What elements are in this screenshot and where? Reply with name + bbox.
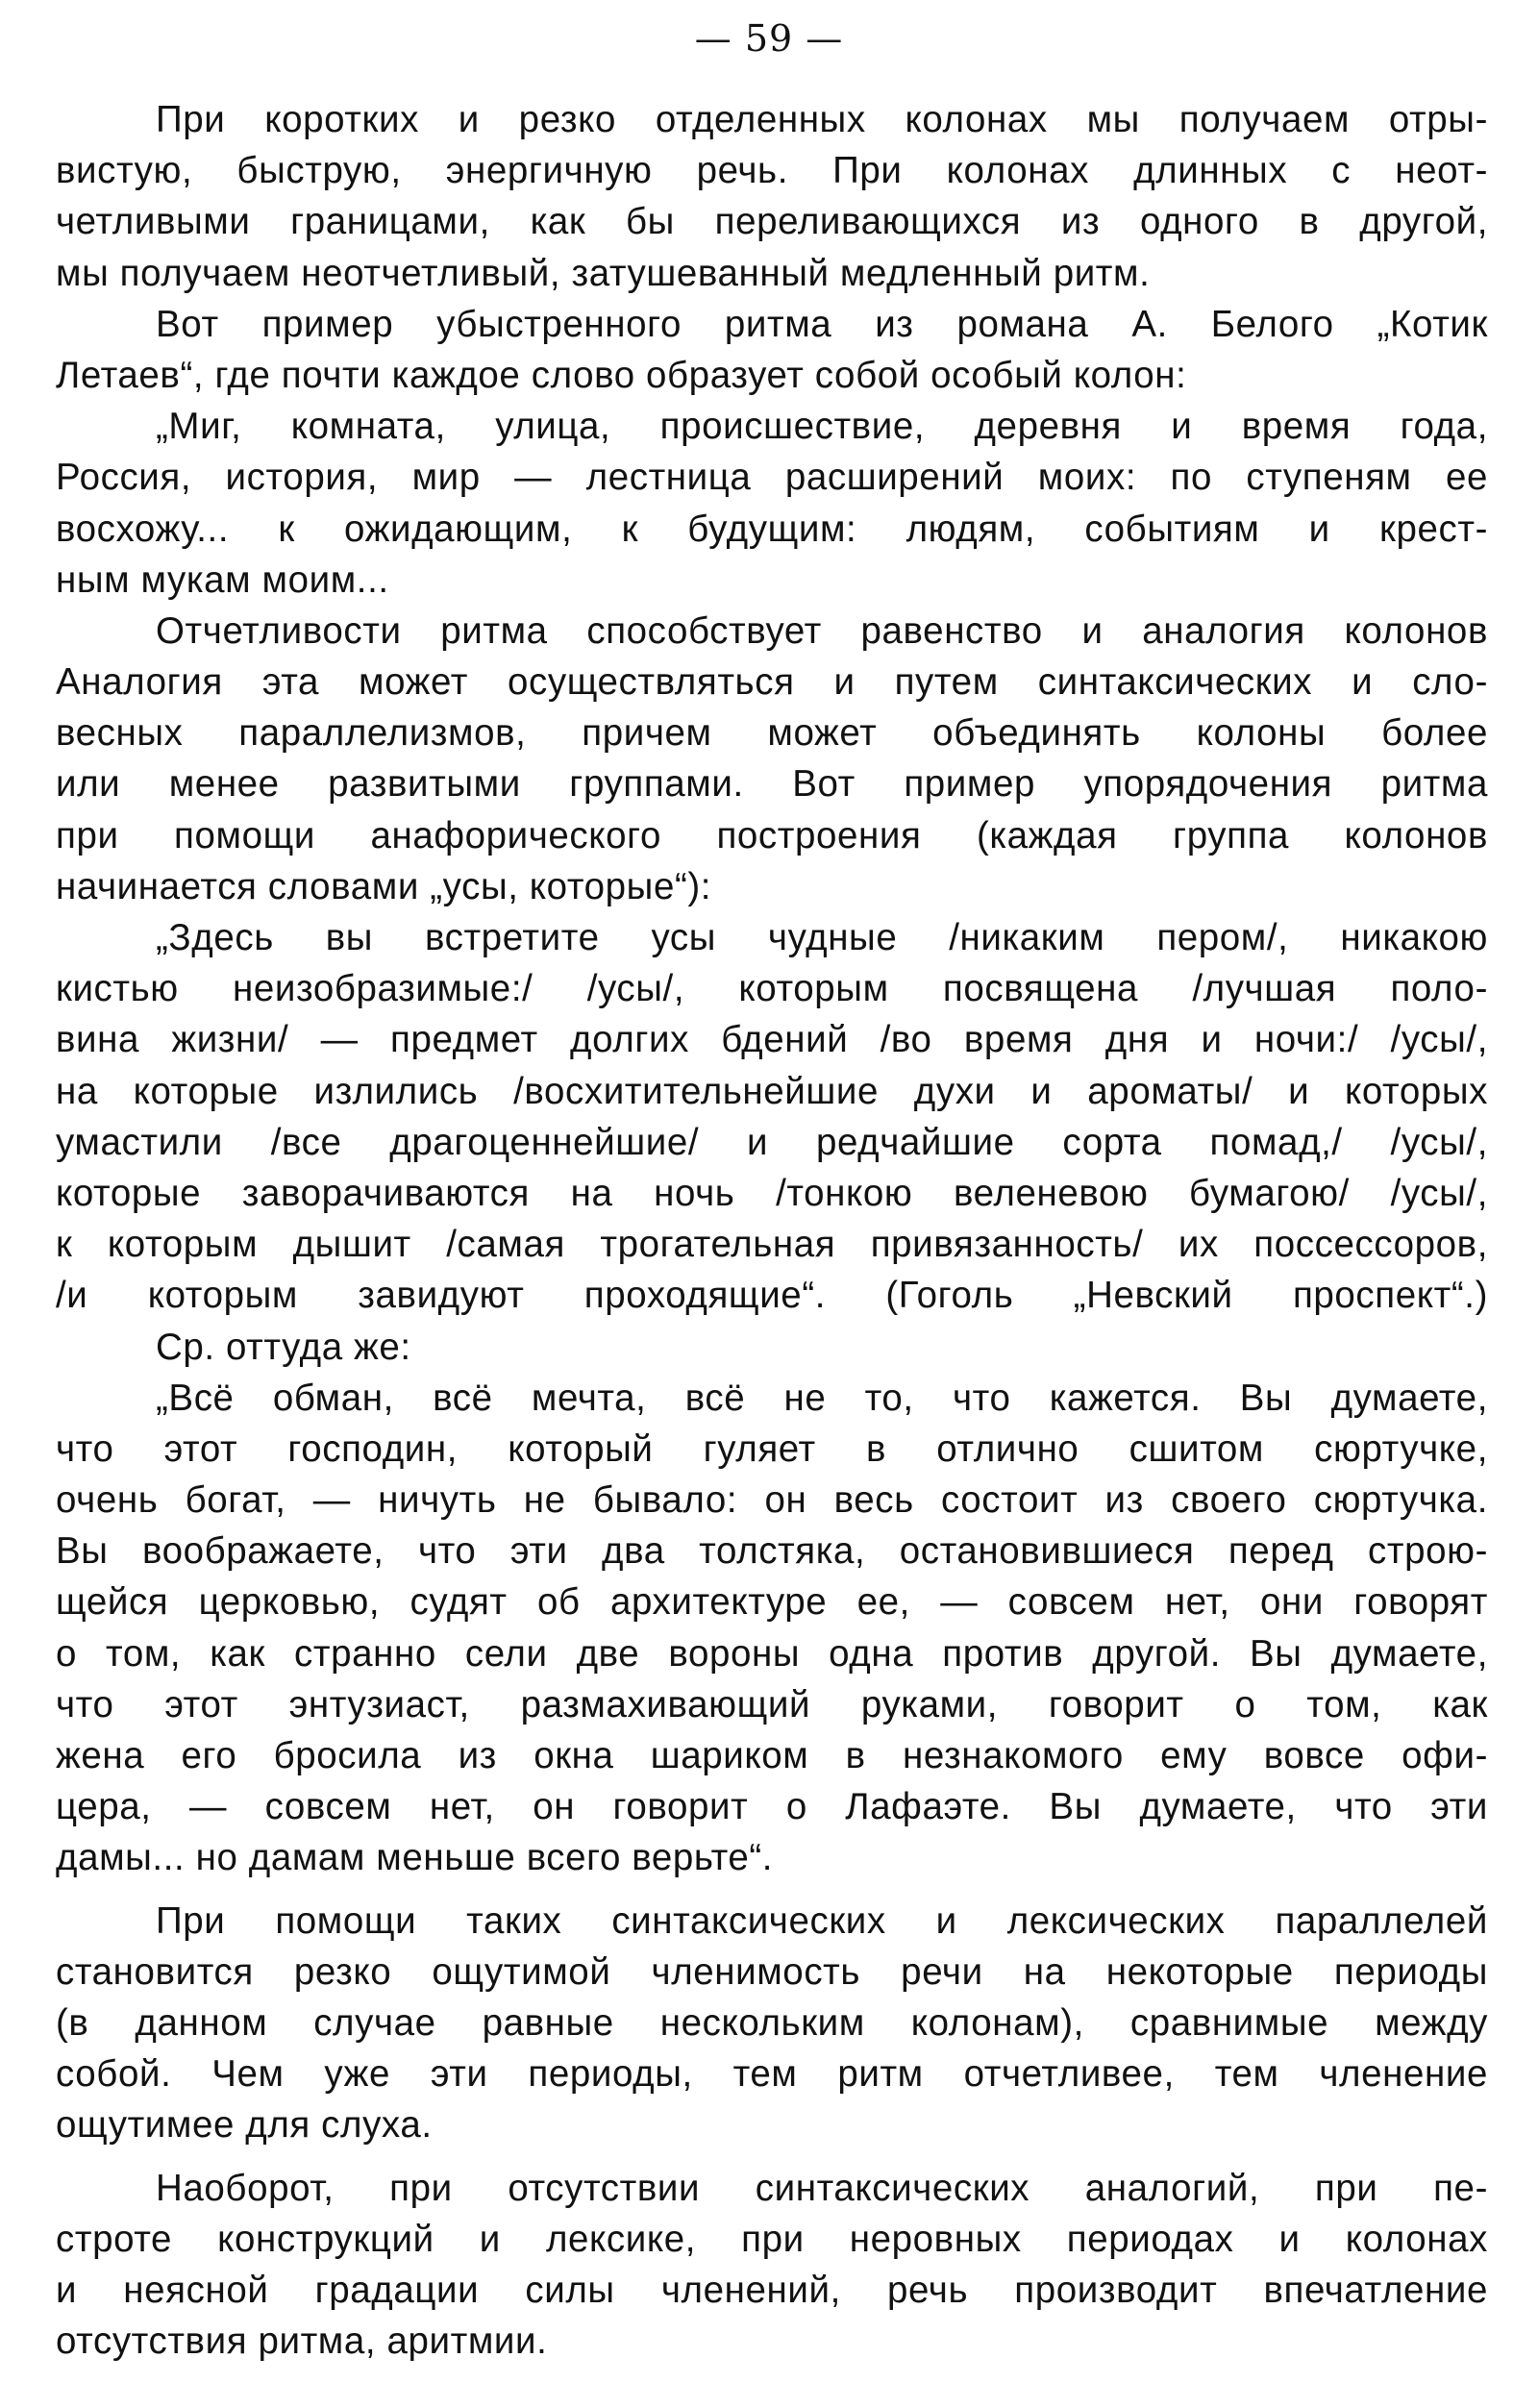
paragraph-belyi-example-intro bbox=[56, 299, 1488, 401]
text-line: мы получаем неотчетливый, затушеванный медленный ритм. bbox=[56, 252, 1151, 294]
text-line: Наоборот, при отсутствии синтаксических аналогий, при пе- bbox=[156, 2167, 1488, 2209]
text-line: цера, — совсем нет, он говорит о Лафаэте. Вы думаете, что эти bbox=[56, 1786, 1488, 1828]
text-line: восхожу... к ожидающим, к будущим: людям, событиям и крест- bbox=[56, 508, 1488, 550]
quote-gogol-deception bbox=[56, 1373, 1488, 1884]
text-line: при помощи анафорического построения (каждая группа колонов bbox=[56, 814, 1488, 856]
text-line: на которые излились /восхитительнейшие духи и ароматы/ и которых bbox=[56, 1070, 1488, 1112]
text-line: ощутимее для слуха. bbox=[56, 2104, 433, 2147]
text-line: четливыми границами, как бы переливающихся из одного в другой, bbox=[56, 201, 1488, 243]
text-line: Вот пример убыстренного ритма из романа А. Белого „Котик bbox=[156, 303, 1488, 345]
text-line: Вы воображаете, что эти два толстяка, остановившиеся перед строю- bbox=[56, 1530, 1488, 1573]
text-line: „Всё обман, всё мечта, всё не то, что кажется. Вы думаете, bbox=[156, 1377, 1488, 1419]
paragraph-arrhythmia bbox=[56, 2163, 1488, 2368]
text-line: жена его бросила из окна шариком в незнакомого ему вовсе офи- bbox=[56, 1735, 1488, 1776]
text-line: При коротких и резко отделенных колонах мы получаем отры- bbox=[156, 99, 1488, 140]
text-line: и неясной градации силы членений, речь производит впечатление bbox=[56, 2269, 1488, 2311]
text-line: дамы... но дамам меньше всего верьте“. bbox=[56, 1837, 774, 1879]
text-line: щейся церковью, судят об архитектуре ее, — совсем нет, они говорят bbox=[56, 1581, 1488, 1624]
paragraph-gap bbox=[56, 1884, 1488, 1896]
text-line: „Здесь вы встретите усы чудные /никаким пером/, никакою bbox=[156, 917, 1488, 958]
text-line: Отчетливости ритма способствует равенство и аналогия колонов bbox=[156, 609, 1488, 652]
paragraph-rhythm-colons bbox=[56, 94, 1488, 299]
text-line: „Миг, комната, улица, происшествие, деревня и время года, bbox=[156, 406, 1488, 448]
quote-belyi bbox=[56, 401, 1488, 606]
body-text bbox=[56, 94, 1488, 2367]
text-line: о том, как странно сели две вороны одна против другой. Вы думаете, bbox=[56, 1632, 1488, 1675]
text-line: Аналогия эта может осуществляться и путем синтаксических и сло- bbox=[56, 661, 1488, 704]
text-line: отсутствия ритма, аритмии. bbox=[56, 2321, 548, 2363]
text-line: Ср. оттуда же: bbox=[156, 1326, 411, 1368]
text-line: вина жизни/ — предмет долгих бдений /во время дня и ночи:/ /усы/, bbox=[56, 1019, 1488, 1061]
text-line: весных параллелизмов, причем может объединять колоны более bbox=[56, 712, 1488, 755]
text-line: ным мукам моим... bbox=[56, 559, 389, 601]
text-line-source-reference: /и которым завидуют проходящие“. (Гоголь „Невский проспект“.) bbox=[56, 1275, 1488, 1317]
text-line: кистью неизобразимые:/ /усы/, которым посвящена /лучшая поло- bbox=[56, 968, 1488, 1010]
text-line: которые заворачиваются на ночь /тонкою веленевою бумагою/ /усы/, bbox=[56, 1172, 1488, 1214]
paragraph-compare-same-source bbox=[56, 1322, 1488, 1373]
paragraph-gap bbox=[56, 2151, 1488, 2163]
quote-gogol-moustaches bbox=[56, 912, 1488, 1322]
text-line: Летаев“, где почти каждое слово образует собой особый колон: bbox=[56, 354, 1187, 396]
paragraph-analogy-colons bbox=[56, 606, 1488, 912]
text-line: строте конструкций и лексике, при неровных периодах и колонах bbox=[56, 2218, 1488, 2260]
text-line: начинается словами „усы, которые“): bbox=[56, 865, 712, 907]
text-line: вистую, быструю, энергичную речь. При колонах длинных с неот- bbox=[56, 150, 1488, 192]
text-line: что этот господин, который гуляет в отлично сшитом сюртучке, bbox=[56, 1427, 1488, 1470]
text-line: умастили /все драгоценнейшие/ и редчайшие сорта помад,/ /усы/, bbox=[56, 1121, 1488, 1163]
text-line: собой. Чем уже эти периоды, тем ритм отчетливее, тем членение bbox=[56, 2053, 1488, 2096]
text-line: (в данном случае равные нескольким колонам), сравнимые между bbox=[56, 2001, 1488, 2044]
text-line: к которым дышит /самая трогательная привязанность/ их поссессоров, bbox=[56, 1224, 1488, 1266]
text-line: очень богат, — ничуть не бывало: он весь состоит из своего сюртучка. bbox=[56, 1479, 1488, 1522]
text-line: становится резко ощутимой членимость речи на некоторые периоды bbox=[56, 1950, 1488, 1993]
text-line: Россия, история, мир — лестница расширений моих: по ступеням ее bbox=[56, 457, 1488, 499]
text-line: При помощи таких синтаксических и лексических параллелей bbox=[156, 1899, 1488, 1942]
text-line: что этот энтузиаст, размахивающий руками, говорит о том, как bbox=[56, 1683, 1488, 1725]
page-number: — 59 — bbox=[694, 17, 844, 60]
paragraph-syntactic-parallels bbox=[56, 1896, 1488, 2151]
text-line: или менее развитыми группами. Вот пример упорядочения ритма bbox=[56, 763, 1488, 806]
